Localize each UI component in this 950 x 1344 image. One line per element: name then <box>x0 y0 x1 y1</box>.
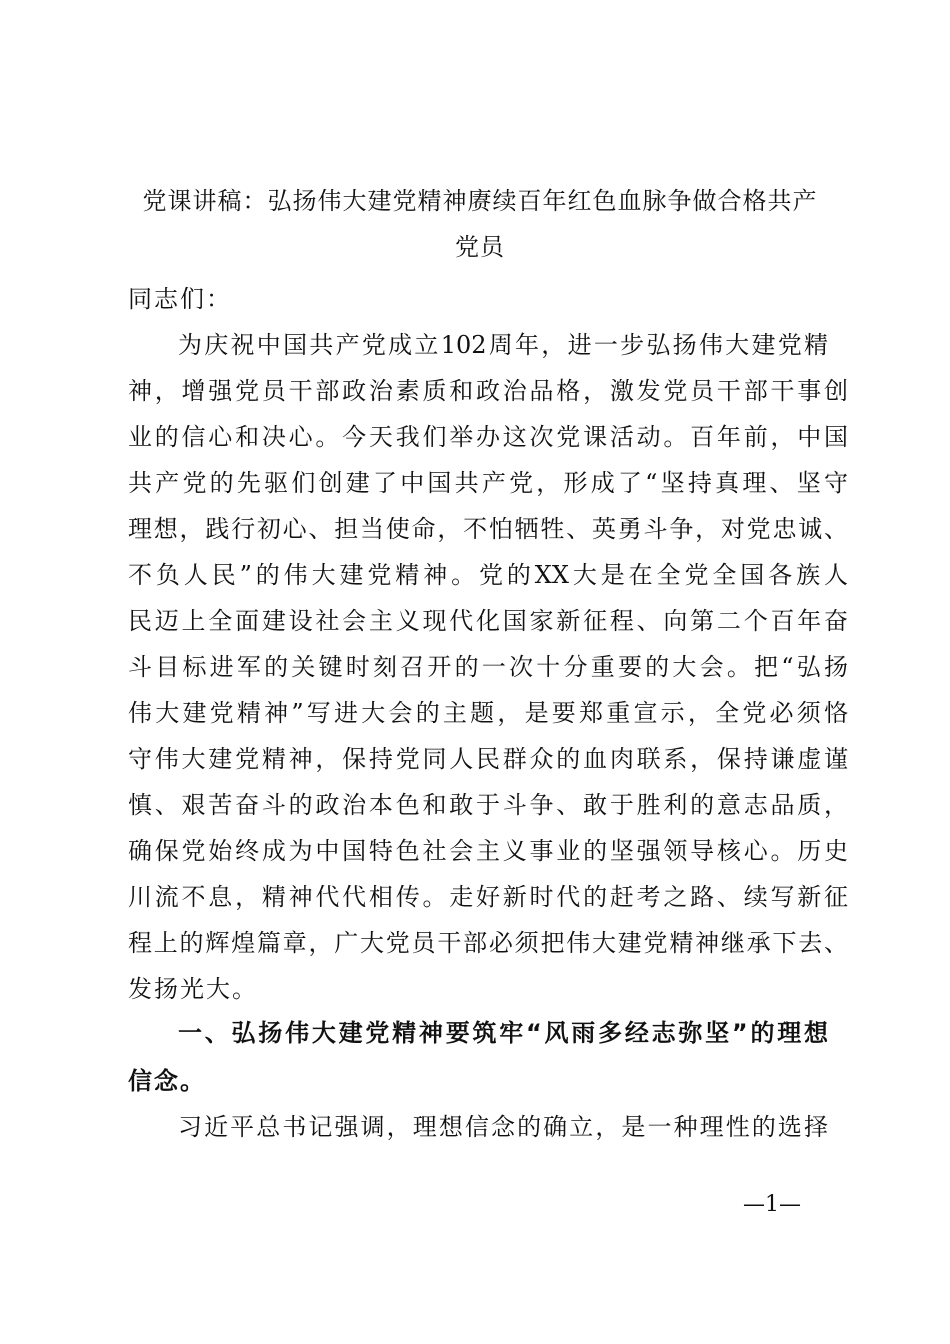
salutation: 同志们： <box>128 285 232 313</box>
paragraph-1-line: 守伟大建党精神，保持党同人民群众的血肉联系，保持谦虚谨 <box>128 745 848 773</box>
paragraph-1-line: 程上的辉煌篇章，广大党员干部必须把伟大建党精神继承下去、 <box>128 929 848 957</box>
paragraph-1-line: 神，增强党员干部政治素质和政治品格，激发党员干部干事创 <box>128 377 848 405</box>
paragraph-1-line: 为庆祝中国共产党成立102周年，进一步弘扬伟大建党精 <box>178 331 828 359</box>
document-title-line-2: 党员 <box>455 233 505 261</box>
paragraph-1-line: 发扬光大。 <box>128 975 258 1003</box>
page-number: —1— <box>743 1192 801 1217</box>
paragraph-2-line: 习近平总书记强调，理想信念的确立，是一种理性的选择 <box>178 1113 828 1141</box>
paragraph-1-line: 确保党始终成为中国特色社会主义事业的坚强领导核心。历史 <box>128 837 848 865</box>
section-heading-1-line-2: 信念。 <box>128 1067 206 1095</box>
paragraph-1-line: 斗目标进军的关键时刻召开的一次十分重要的大会。把“弘扬 <box>128 653 848 681</box>
document-title-line-1: 党课讲稿：弘扬伟大建党精神赓续百年红色血脉争做合格共产 <box>142 187 818 215</box>
paragraph-1-line: 不负人民”的伟大建党精神。党的XX大是在全党全国各族人 <box>128 561 848 589</box>
paragraph-1-line: 川流不息，精神代代相传。走好新时代的赶考之路、续写新征 <box>128 883 848 911</box>
paragraph-1-line: 业的信心和决心。今天我们举办这次党课活动。百年前，中国 <box>128 423 848 451</box>
paragraph-1-line: 民迈上全面建设社会主义现代化国家新征程、向第二个百年奋 <box>128 607 848 635</box>
paragraph-1-line: 理想，践行初心、担当使命，不怕牺牲、英勇斗争，对党忠诚、 <box>128 515 848 543</box>
paragraph-1-line: 慎、艰苦奋斗的政治本色和敢于斗争、敢于胜利的意志品质， <box>128 791 848 819</box>
section-heading-1-line-1: 一、弘扬伟大建党精神要筑牢“风雨多经志弥坚”的理想 <box>178 1019 828 1047</box>
paragraph-1-line: 共产党的先驱们创建了中国共产党，形成了“坚持真理、坚守 <box>128 469 848 497</box>
paragraph-1-line: 伟大建党精神”写进大会的主题，是要郑重宣示，全党必须恪 <box>128 699 848 727</box>
